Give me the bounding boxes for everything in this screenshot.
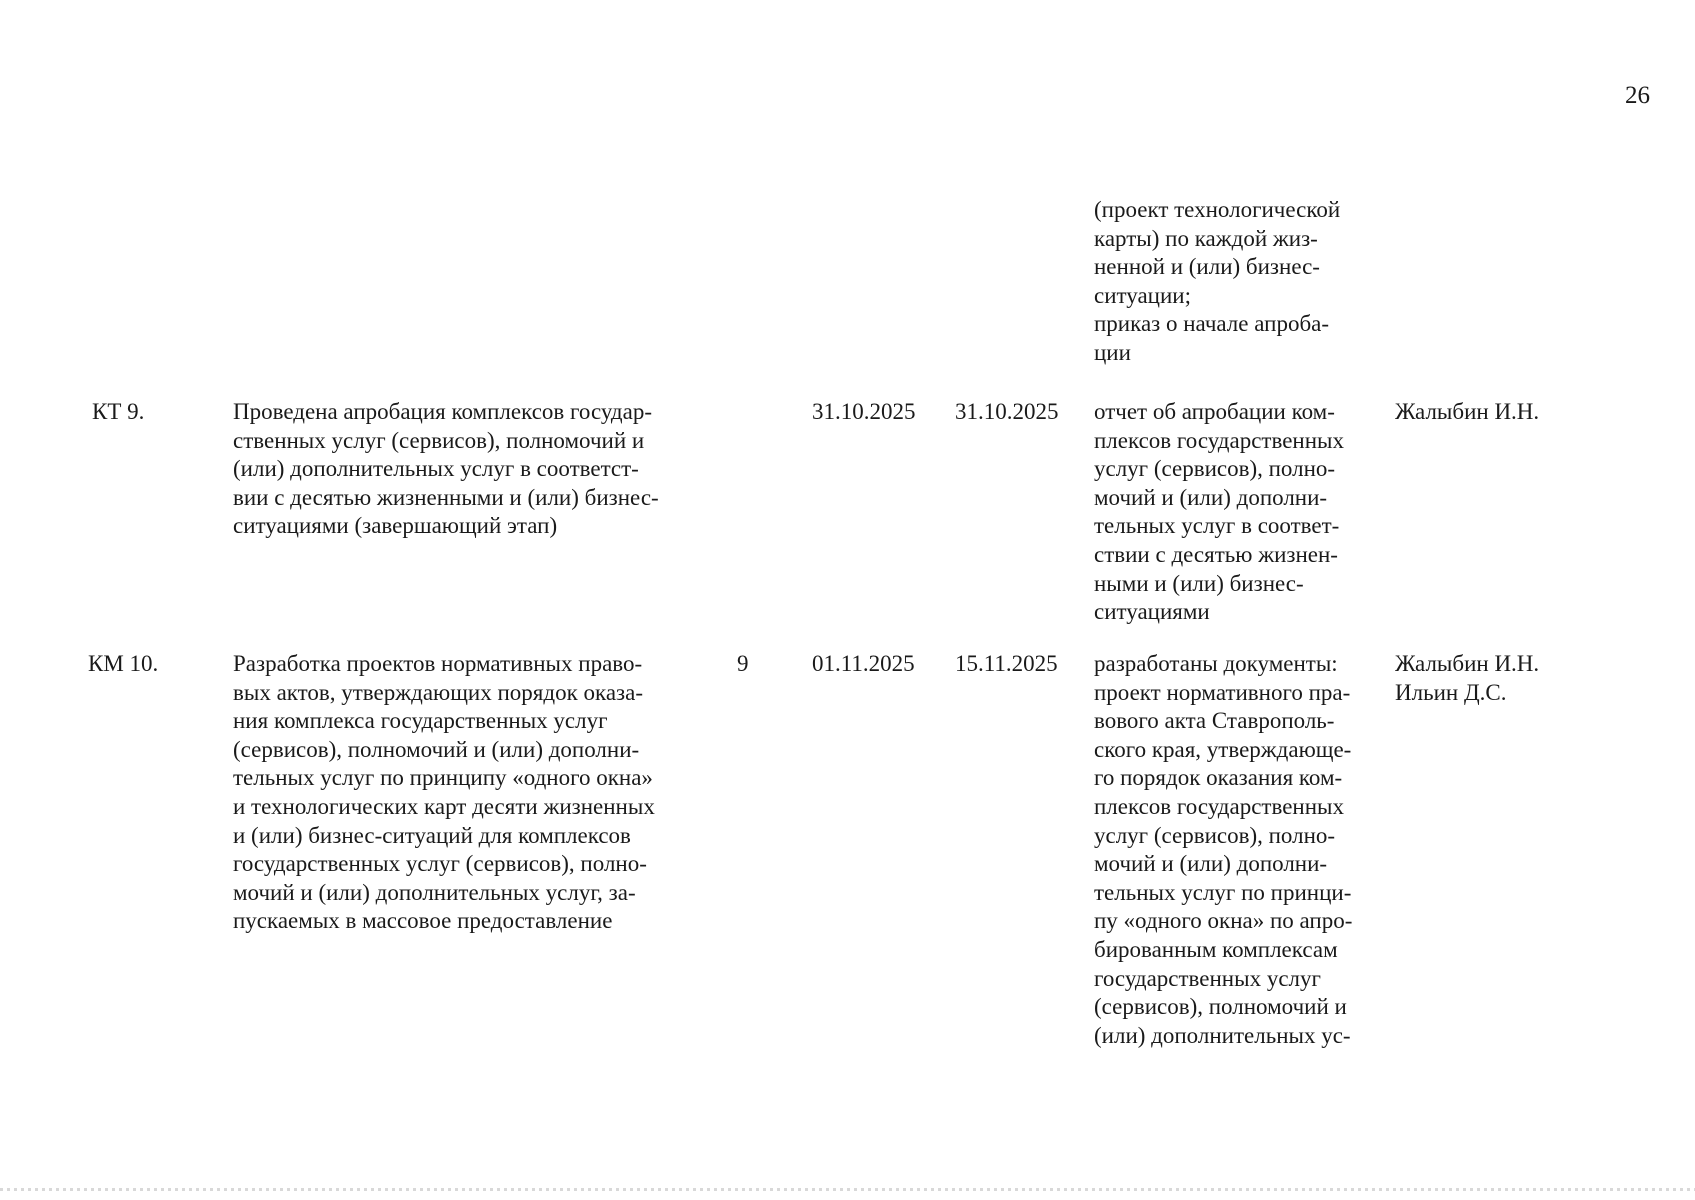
- document-line: (сервисов), полномочий и: [1094, 994, 1347, 1020]
- document-line: карты) по каждой жиз-: [1094, 225, 1318, 251]
- document-line: плексов государственных: [1094, 793, 1344, 819]
- row-document: [1094, 650, 1372, 1050]
- document-line: услуг (сервисов), полно-: [1094, 822, 1336, 848]
- row-code: КТ 9.: [92, 399, 145, 424]
- continuation-document-cell: [1094, 196, 1372, 368]
- description-line: ния комплекса государственных услуг: [233, 708, 608, 734]
- row-document: [1094, 398, 1372, 627]
- document-line: ствии с десятью жизнен-: [1094, 541, 1338, 567]
- description-line: Разработка проектов нормативных право-: [233, 651, 643, 676]
- document-line: ненной и (или) бизнес-: [1094, 254, 1320, 280]
- description-line: тельных услуг по принципу «одного окна»: [233, 765, 653, 791]
- document-line: мочий и (или) дополни-: [1094, 851, 1328, 877]
- document-line: вового акта Ставрополь-: [1094, 708, 1335, 734]
- document-line: пу «одного окна» по апро-: [1094, 908, 1353, 934]
- document-line: отчет об апробации ком-: [1094, 399, 1335, 424]
- document-line: ситуации;: [1094, 282, 1191, 308]
- row-end-date: 15.11.2025: [955, 651, 1058, 676]
- document-line: государственных услуг: [1094, 965, 1321, 991]
- row-description: [233, 398, 685, 541]
- row-duration: 9: [737, 651, 749, 676]
- document-line: (проект технологической: [1094, 197, 1341, 222]
- row-code: КМ 10.: [88, 651, 159, 676]
- document-line: проект нормативного пра-: [1094, 679, 1351, 705]
- scan-edge-artifact: [0, 1188, 1695, 1191]
- row-start-date: 31.10.2025: [812, 399, 916, 424]
- responsible-line: Ильин Д.С.: [1395, 679, 1507, 705]
- description-line: и технологических карт десяти жизненных: [233, 793, 655, 819]
- description-line: вых актов, утверждающих порядок оказа-: [233, 679, 643, 705]
- page-number: 26: [1625, 82, 1650, 109]
- document-line: ными и (или) бизнес-: [1094, 570, 1304, 596]
- responsible-line: Жалыбин И.Н.: [1395, 651, 1540, 676]
- row-responsible: [1395, 398, 1539, 427]
- document-line: тельных услуг по принци-: [1094, 879, 1352, 905]
- description-line: и (или) бизнес-ситуаций для комплексов: [233, 822, 631, 848]
- description-line: (или) дополнительных услуг в соответст-: [233, 456, 639, 482]
- description-line: Проведена апробация комплексов государ-: [233, 399, 652, 424]
- responsible-line: Жалыбин И.Н.: [1395, 399, 1540, 424]
- document-line: бированным комплексам: [1094, 936, 1338, 962]
- description-line: ситуациями (завершающий этап): [233, 513, 558, 539]
- row-start-date: 01.11.2025: [812, 651, 915, 676]
- description-line: вии с десятью жизненными и (или) бизнес-: [233, 484, 659, 510]
- description-line: государственных услуг (сервисов), полно-: [233, 851, 647, 877]
- document-line: го порядок оказания ком-: [1094, 765, 1343, 791]
- document-line: (или) дополнительных ус-: [1094, 1022, 1351, 1048]
- document-line: ции: [1094, 339, 1131, 365]
- row-description: [233, 650, 685, 936]
- document-line: приказ о начале апроба-: [1094, 311, 1330, 337]
- row-end-date: 31.10.2025: [955, 399, 1059, 424]
- description-line: ственных услуг (сервисов), полномочий и: [233, 427, 645, 453]
- description-line: мочий и (или) дополнительных услуг, за-: [233, 879, 636, 905]
- description-line: (сервисов), полномочий и (или) дополни-: [233, 736, 640, 762]
- document-line: мочий и (или) дополни-: [1094, 484, 1328, 510]
- document-line: плексов государственных: [1094, 427, 1344, 453]
- document-line: разработаны документы:: [1094, 651, 1338, 676]
- document-line: услуг (сервисов), полно-: [1094, 456, 1336, 482]
- row-responsible: [1395, 650, 1539, 707]
- description-line: пускаемых в массовое предоставление: [233, 908, 613, 934]
- document-line: ского края, утверждающе-: [1094, 736, 1352, 762]
- document-line: ситуациями: [1094, 599, 1210, 625]
- document-line: тельных услуг в соответ-: [1094, 513, 1340, 539]
